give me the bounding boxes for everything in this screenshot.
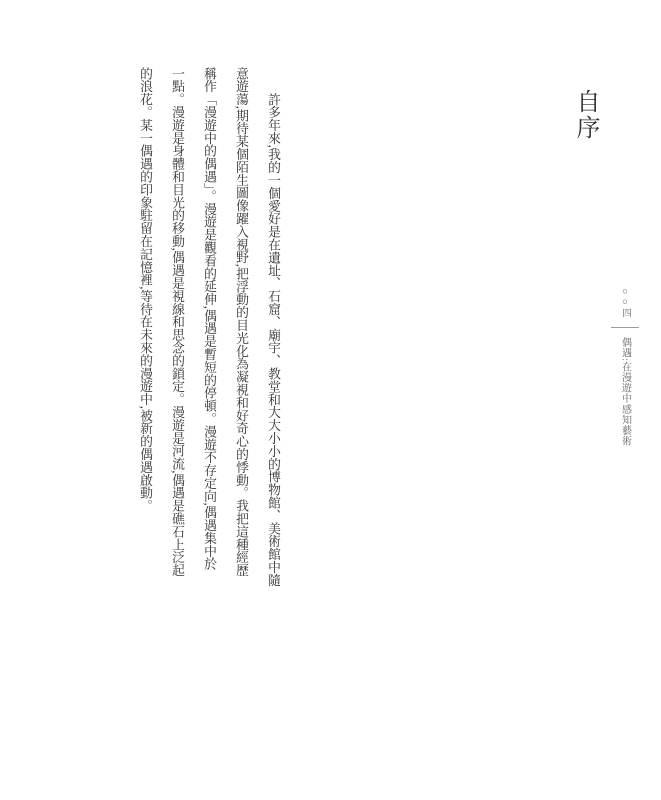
body-text-column: 一點。漫遊是身體和目光的移動,偶遇是視線和思念的鎖定。漫遊是河流,偶遇是礁石上泛起 [170,67,184,577]
folio-page-number: ○○四 [620,287,630,319]
folio-book-title: 偶遇:在漫遊中感知藝術 [619,337,631,447]
body-text-column: 的浪花。某一偶遇的印象駐留在記憶裡,等待在未來的漫遊中,被新的偶遇啟動。 [138,67,152,513]
page-title: 自序 [572,89,598,141]
folio-divider [611,327,639,328]
folio [610,287,640,447]
body-text-block [129,67,289,627]
body-text-column: 許多年來,我的一個愛好是在遺址、石窟、廟宇、教堂和大大小小的博物館、美術館中隨 [266,92,280,587]
body-text-column: 稱作「漫遊中的偶遇」。漫遊是觀看的延伸,偶遇是暫短的停頓。漫遊不存定向,偶遇集中於 [202,67,216,571]
body-text-column: 意遊蕩,期待某個陌生圖像躍入視野,把浮動的目光化為凝視和好奇心的悸動。我把這種經歷 [234,67,248,577]
